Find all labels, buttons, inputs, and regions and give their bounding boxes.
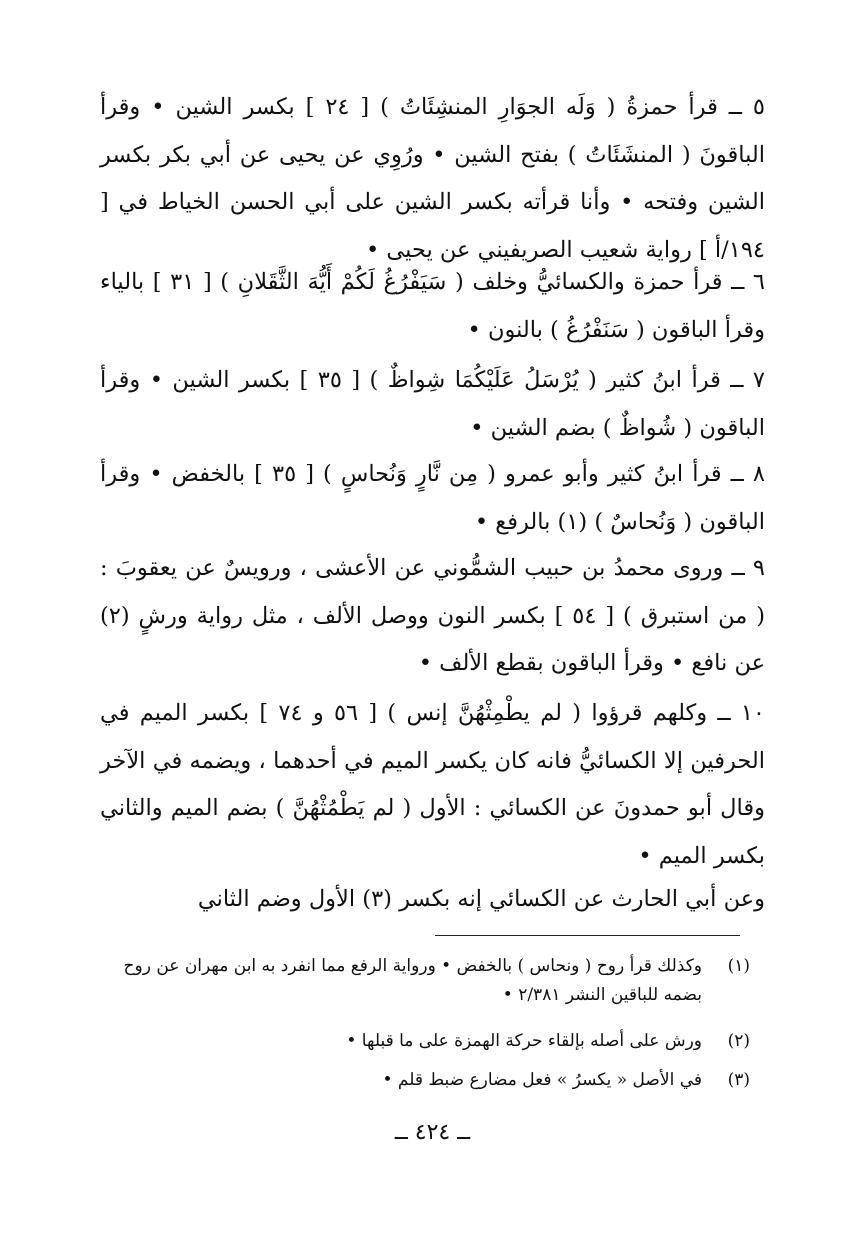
footnote-1 (100, 952, 750, 1010)
footnote-number: (٣) (727, 1070, 750, 1090)
footnote-2 (100, 1027, 750, 1056)
page-number: ــ ٤٢٤ ــ (394, 1120, 471, 1145)
paragraph-continuation: وعن أبي الحارث عن الكسائي إنه بكسر (٣) الأول وضم الثاني (197, 886, 765, 912)
footnote-text: في الأصل « يكسرُ » فعل مضارع ضبط قلم • (382, 1070, 702, 1090)
footnote-separator (435, 935, 740, 936)
footnote-text: وكذلك قرأ روح ( ونحاس ) بالخفض • ورواية الرفع مما انفرد به ابن مهران عن روح بضمه للباقين النشر ٢/٣٨١ • (123, 956, 702, 1005)
footnote-text: ورش على أصله بإلقاء حركة الهمزة على ما قبلها • (346, 1031, 702, 1051)
paragraph-8: ٨ ــ قرأ ابنُ كثير وأبو عمرو ( مِن نَّارٍ وَنُحاسٍ ) [ ٣٥ ] بالخفض • وقرأ الباقون ( وَنُحاسٌ ) (١) بالرفع • (100, 461, 766, 535)
footnote-number: (١) (727, 956, 750, 976)
footnote-number: (٢) (727, 1031, 750, 1051)
paragraph-5: ٥ ــ قرأ حمزةُ ( وَلَه الجوَارِ المنشِئَاتُ ) [ ٢٤ ] بكسر الشين • وقرأ الباقونَ ( المنشَئَاتُ ) بفتح الشين • ورُوِي عن يحيى عن أبي بكر بكسر الشين وفتحه • وأنا قرأته بكسر الشين على أبي الحسن الخياط في [ ١٩٤/أ ] رواية شعيب الصريفيني عن يحيى • (100, 94, 765, 263)
paragraph-9: ٩ ــ وروى محمدُ بن حبيب الشمُّوني عن الأعشى ، ورويسٌ عن يعقوبَ : ( من استبرق ) [ ٥٤ ] بكسر النون ووصل الألف ، مثل رواية ورشٍ (٢) عن نافع • وقرأ الباقون بقطع الألف • (100, 555, 765, 676)
paragraph-10: ١٠ ــ وكلهم قرؤوا ( لم يطْمِثْهُنَّ إنس ) [ ٥٦ و ٧٤ ] بكسر الميم في الحرفين إلا الكسائيُّ فانه كان يكسر الميم في أحدهما ، ويضمه في الآخر وقال أبو حمدونَ عن الكسائي : الأول ( لم يَطْمُثْهُنَّ ) بضم الميم والثاني بكسر الميم • (100, 700, 765, 869)
footnote-3 (100, 1066, 750, 1095)
paragraph-7: ٧ ــ قرأ ابنُ كثير ( يُرْسَلُ عَلَيْكُمَا شِواظٌ ) [ ٣٥ ] بكسر الشين • وقرأ الباقون ( شُواظٌ ) بضم الشين • (100, 367, 766, 441)
paragraph-6: ٦ ــ قرأ حمزة والكسائيُّ وخلف ( سَيَفْرُغُ لَكُمْ أَيُّهَ الثَّقَلانِ ) [ ٣١ ] بالياء وقرأ الباقون ( سَنَفْرُغُ ) بالنون • (100, 269, 765, 343)
